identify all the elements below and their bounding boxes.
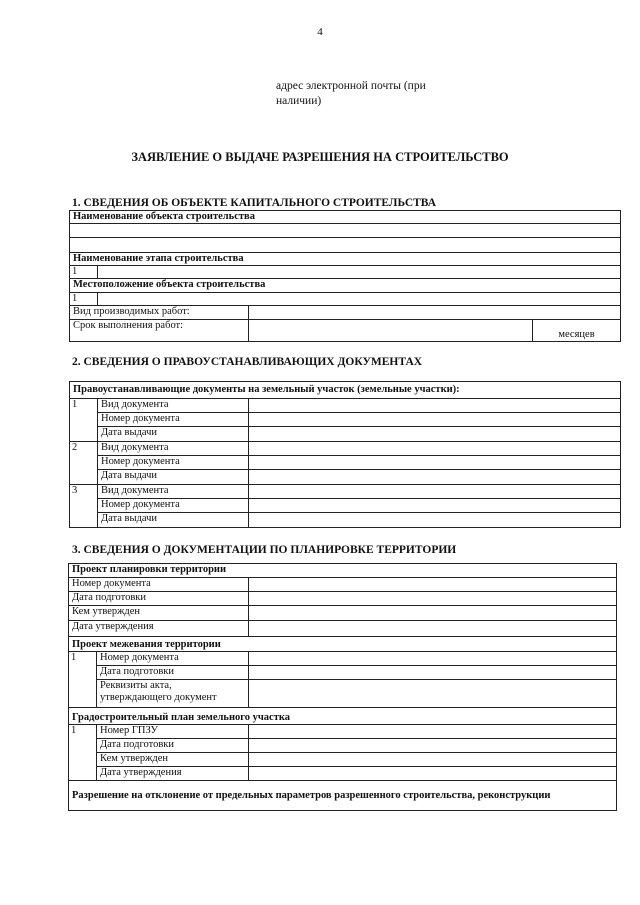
doc-number-label: Номер документа xyxy=(98,413,249,427)
gpzu-number-field[interactable] xyxy=(249,725,617,739)
planning-doc-number-field[interactable] xyxy=(249,578,617,592)
gpzu-approved-by-label: Кем утвержден xyxy=(97,753,249,767)
location-index: 1 xyxy=(70,293,98,306)
gpzu-approved-by-field[interactable] xyxy=(249,753,617,767)
doc-type-label: Вид документа xyxy=(98,485,249,499)
survey-doc-number-label: Номер документа xyxy=(97,652,249,666)
object-name-field[interactable] xyxy=(70,224,621,238)
survey-index: 1 xyxy=(69,652,97,708)
stage-index: 1 xyxy=(70,266,98,279)
doc-number-field[interactable] xyxy=(249,413,621,427)
issue-date-field[interactable] xyxy=(249,513,621,528)
issue-date-label: Дата выдачи xyxy=(98,513,249,528)
planning-approved-by-field[interactable] xyxy=(249,606,617,621)
gpzu-approval-date-label: Дата утверждения xyxy=(97,767,249,781)
months-label: месяцев xyxy=(533,320,621,342)
location-label: Местоположение объекта строительства xyxy=(70,279,621,293)
section3-heading: 3. СВЕДЕНИЯ О ДОКУМЕНТАЦИИ ПО ПЛАНИРОВКЕ ТЕРРИТОРИИ xyxy=(72,544,457,556)
title-documents-header: Правоустанавливающие документы на земельный участок (земельные участки): xyxy=(70,382,621,399)
email-note: адрес электронной почты (при наличии) xyxy=(276,80,426,107)
location-field[interactable] xyxy=(98,293,621,306)
doc-group-index: 1 xyxy=(70,399,98,442)
doc-type-field[interactable] xyxy=(249,442,621,456)
title-documents-table xyxy=(69,381,621,528)
planning-doc-number-label: Номер документа xyxy=(69,578,249,592)
page-number: 4 xyxy=(317,26,323,38)
gpzu-prep-date-field[interactable] xyxy=(249,739,617,753)
object-info-table xyxy=(69,210,621,342)
survey-project-header: Проект межевания территории xyxy=(69,637,617,652)
section2-heading: 2. СВЕДЕНИЯ О ПРАВОУСТАНАВЛИВАЮЩИХ ДОКУМЕНТАХ xyxy=(72,356,423,368)
survey-prep-date-field[interactable] xyxy=(249,666,617,680)
stage-name-field[interactable] xyxy=(98,266,621,279)
gpzu-approval-date-field[interactable] xyxy=(249,767,617,781)
doc-type-field[interactable] xyxy=(249,485,621,499)
doc-number-field[interactable] xyxy=(249,499,621,513)
planning-approved-by-label: Кем утвержден xyxy=(69,606,249,621)
doc-type-label: Вид документа xyxy=(98,442,249,456)
gpzu-header: Градостроительный план земельного участка xyxy=(69,708,617,725)
stage-name-label: Наименование этапа строительства xyxy=(70,253,621,266)
planning-prep-date-field[interactable] xyxy=(249,592,617,606)
planning-prep-date-label: Дата подготовки xyxy=(69,592,249,606)
gpzu-index: 1 xyxy=(69,725,97,781)
doc-number-label: Номер документа xyxy=(98,456,249,470)
doc-group-index: 2 xyxy=(70,442,98,485)
issue-date-label: Дата выдачи xyxy=(98,427,249,442)
doc-number-label: Номер документа xyxy=(98,499,249,513)
work-type-field[interactable] xyxy=(249,306,621,320)
doc-type-label: Вид документа xyxy=(98,399,249,413)
work-period-label: Срок выполнения работ: xyxy=(70,320,249,342)
gpzu-prep-date-label: Дата подготовки xyxy=(97,739,249,753)
survey-doc-number-field[interactable] xyxy=(249,652,617,666)
work-period-field[interactable] xyxy=(249,320,533,342)
work-type-label: Вид производимых работ: xyxy=(70,306,249,320)
object-name-field-2[interactable] xyxy=(70,238,621,253)
section1-heading: 1. СВЕДЕНИЯ ОБ ОБЪЕКТЕ КАПИТАЛЬНОГО СТРОИТЕЛЬСТВА xyxy=(72,197,437,209)
doc-group-index: 3 xyxy=(70,485,98,528)
gpzu-number-label: Номер ГПЗУ xyxy=(97,725,249,739)
issue-date-field[interactable] xyxy=(249,427,621,442)
doc-number-field[interactable] xyxy=(249,456,621,470)
survey-act-details-label: Реквизиты акта, утверждающего документ xyxy=(97,680,249,708)
planning-documentation-table xyxy=(68,563,617,811)
object-name-label: Наименование объекта строительства xyxy=(70,211,621,224)
survey-act-details-field[interactable] xyxy=(249,680,617,708)
survey-prep-date-label: Дата подготовки xyxy=(97,666,249,680)
issue-date-field[interactable] xyxy=(249,470,621,485)
doc-type-field[interactable] xyxy=(249,399,621,413)
planning-approval-date-label: Дата утверждения xyxy=(69,621,249,637)
document-title: ЗАЯВЛЕНИЕ О ВЫДАЧЕ РАЗРЕШЕНИЯ НА СТРОИТЕЛЬСТВО xyxy=(131,150,509,164)
issue-date-label: Дата выдачи xyxy=(98,470,249,485)
planning-project-header: Проект планировки территории xyxy=(69,564,617,578)
deviation-permit-label: Разрешение на отклонение от предельных параметров разрешенного строительства, реконструкции xyxy=(69,781,617,811)
planning-approval-date-field[interactable] xyxy=(249,621,617,637)
